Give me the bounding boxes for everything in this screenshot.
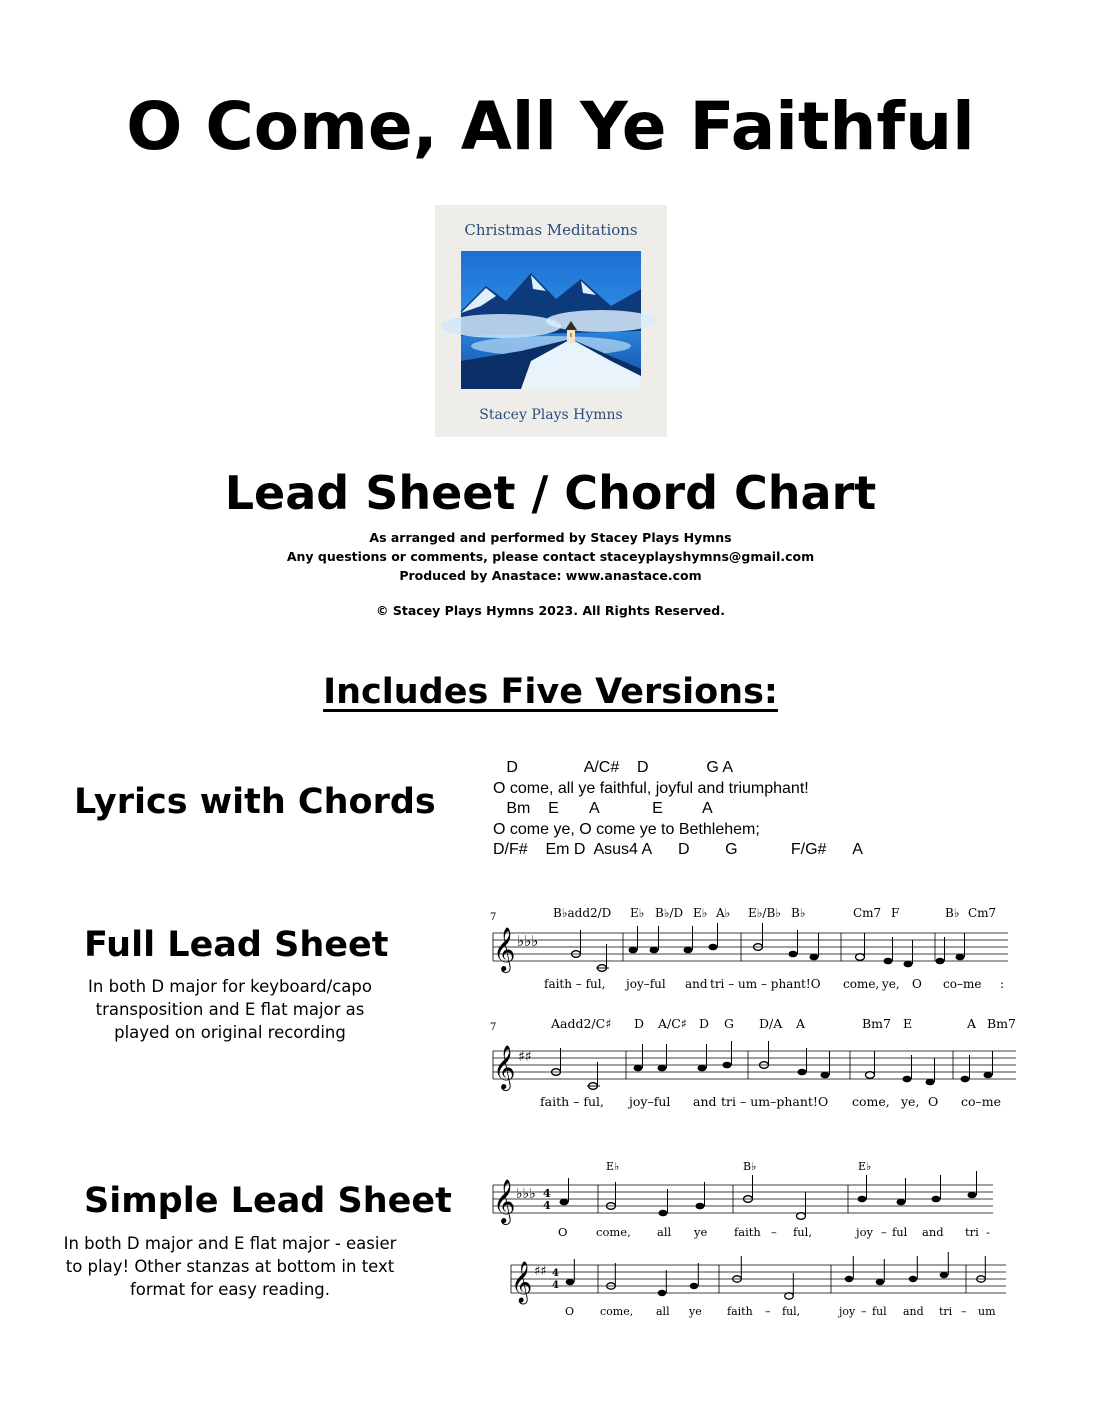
lyric: ye: [694, 1225, 708, 1239]
desc-line: format for easy reading.: [129, 1280, 330, 1299]
lyric: :: [1000, 977, 1005, 991]
lyric: joy: [856, 1225, 873, 1239]
lyric: ye,: [882, 977, 900, 991]
lyric: O: [565, 1305, 575, 1318]
measure-number: 7: [490, 1022, 497, 1033]
chord-symbol: Cm7: [853, 906, 882, 920]
copyright-notice: © Stacey Plays Hymns 2023. All Rights Reserved.: [376, 603, 725, 618]
chord-symbol: Bm7: [862, 1016, 891, 1031]
lyric: joy–ful: [626, 977, 666, 991]
lyric: ful,: [793, 1225, 812, 1239]
flat-signs: ♭♭♭: [516, 1186, 536, 1202]
time-signature: 4: [543, 1199, 551, 1212]
lyric: –: [881, 1225, 887, 1239]
lyric: ful: [872, 1305, 887, 1318]
notes: [566, 1252, 986, 1299]
lyric: ful: [892, 1225, 908, 1239]
album-artist: Stacey Plays Hymns: [479, 407, 623, 423]
section-title-lyrics: Lyrics with Chords: [74, 782, 436, 822]
chord-symbol: E♭/B♭: [748, 906, 781, 920]
lyric: ye,: [901, 1094, 920, 1109]
credits-line: As arranged and performed by Stacey Plays Hymns: [369, 530, 732, 545]
lyric: come,: [596, 1225, 631, 1239]
lyric: um: [978, 1305, 996, 1318]
album-title: Christmas Meditations: [464, 221, 638, 239]
lyric: and: [685, 977, 708, 991]
lyric: all: [656, 1305, 670, 1318]
desc-line: In both D major for keyboard/capo: [88, 977, 372, 996]
treble-clef: 𝄞: [493, 927, 516, 971]
lyric: –: [861, 1305, 867, 1318]
section-desc-full: [60, 975, 400, 1044]
section-desc-simple: [50, 1232, 410, 1301]
flat-signs: ♭♭♭: [517, 932, 539, 950]
chord-symbol: B♭/D: [655, 906, 684, 920]
chord-symbol: D: [634, 1016, 645, 1031]
lyric: and: [922, 1225, 944, 1239]
desc-line: transposition and E flat major as: [95, 1000, 365, 1019]
time-signature: 4: [552, 1280, 559, 1291]
lyric: co–me: [943, 977, 982, 991]
lyric: tri – um–phant!O: [721, 1094, 829, 1109]
notes: [560, 1171, 977, 1219]
lyric: –: [765, 1305, 771, 1318]
lyric: ye: [689, 1305, 702, 1318]
chord-symbol: A♭: [716, 906, 731, 920]
chord-symbol: A/C♯: [658, 1016, 687, 1031]
lyric: joy: [839, 1305, 856, 1318]
treble-clef: 𝄞: [493, 1179, 516, 1223]
includes-heading: Includes Five Versions:: [323, 672, 778, 712]
chord-symbol: E♭: [858, 1160, 872, 1173]
chord-symbol: E♭: [630, 906, 645, 920]
lyric: come,: [852, 1094, 890, 1109]
chord-symbol: B♭add2/D: [553, 906, 612, 920]
chord-symbol: E: [903, 1016, 913, 1031]
simple-lead-sheet-d: [506, 1255, 1011, 1325]
lyric: faith: [727, 1305, 753, 1318]
lyric: tri – um – phant!O: [710, 977, 821, 991]
album-cover-image: [461, 251, 641, 389]
chord-symbol: A: [796, 1016, 806, 1031]
full-lead-sheet-d: [488, 1012, 1016, 1112]
lyric: faith: [734, 1225, 761, 1239]
chord-symbol: Aadd2/C♯: [551, 1016, 612, 1031]
desc-line: to play! Other stanzas at bottom in text: [65, 1257, 395, 1276]
sharp-signs: ♯♯: [518, 1049, 532, 1065]
staff-lines: [493, 933, 1008, 961]
lyric: faith – ful,: [540, 1094, 604, 1109]
lyrics-chords-preview: [493, 758, 893, 858]
simple-lead-sheet-eb: [488, 1155, 998, 1245]
desc-line: played on original recording: [114, 1023, 346, 1042]
chord-line: D A/C# D G A: [493, 759, 734, 776]
chord-symbol: B♭: [743, 1160, 757, 1173]
chord-symbol: E♭: [606, 1160, 620, 1173]
credits: [0, 528, 1101, 585]
measure-number: 7: [490, 912, 497, 923]
lyric: O: [928, 1094, 939, 1109]
album-cover: [435, 205, 667, 437]
lyric: joy–ful: [629, 1094, 671, 1109]
lyric: tri: [939, 1305, 953, 1318]
chord-symbol: D: [699, 1016, 710, 1031]
document-subtitle: Lead Sheet / Chord Chart: [224, 466, 877, 520]
lyric: tri: [965, 1225, 979, 1239]
lyric: –: [771, 1225, 777, 1239]
chord-symbol: E♭: [693, 906, 708, 920]
chord-symbol: B♭: [791, 906, 806, 920]
chord-symbol: G: [724, 1016, 734, 1031]
full-lead-sheet-eb: [488, 900, 1013, 1000]
lyric: -: [986, 1225, 990, 1239]
chord-symbol: B♭: [945, 906, 960, 920]
time-signature: 4: [543, 1187, 551, 1200]
chord-symbol: D/A: [759, 1016, 783, 1031]
credits-producer: Produced by Anastace: www.anastace.com: [399, 568, 702, 583]
page-title: O Come, All Ye Faithful: [126, 88, 975, 165]
chord-symbol: Cm7: [968, 906, 997, 920]
lyric: O: [558, 1225, 568, 1239]
credits-contact: Any questions or comments, please contact staceyplayshymns@gmail.com: [286, 549, 815, 564]
chord-line: Bm E A E A: [493, 800, 713, 817]
lyric-line: O come, all ye faithful, joyful and triumphant!: [493, 779, 809, 797]
lyric-line: O come ye, O come ye to Bethlehem;: [493, 820, 760, 838]
lyric: ful,: [782, 1305, 801, 1318]
lyric: all: [657, 1225, 672, 1239]
chord-symbol: Bm7: [987, 1016, 1016, 1031]
staff-lines: [493, 1051, 1016, 1079]
section-title-full: Full Lead Sheet: [84, 925, 389, 965]
lyric: O: [912, 977, 922, 991]
section-title-simple: Simple Lead Sheet: [84, 1181, 452, 1221]
desc-line: In both D major and E flat major - easier: [63, 1234, 397, 1253]
staff-lines: [511, 1265, 1006, 1293]
lyric: and: [903, 1305, 924, 1318]
chord-line: D/F# Em D Asus4 A D G F/G# A: [493, 841, 863, 858]
lyric: –: [961, 1305, 967, 1318]
treble-clef: 𝄞: [493, 1045, 516, 1089]
lyric: faith – ful,: [544, 977, 606, 991]
lyric: and: [693, 1094, 717, 1109]
lyric: co–me: [961, 1094, 1002, 1109]
lyric: come,: [843, 977, 880, 991]
time-signature: 4: [552, 1268, 559, 1279]
lyric: come,: [600, 1305, 634, 1318]
treble-clef: 𝄞: [511, 1262, 533, 1303]
chord-symbol: A: [967, 1016, 977, 1031]
chord-symbol: F: [891, 906, 900, 920]
sharp-signs: ♯♯: [534, 1264, 547, 1279]
